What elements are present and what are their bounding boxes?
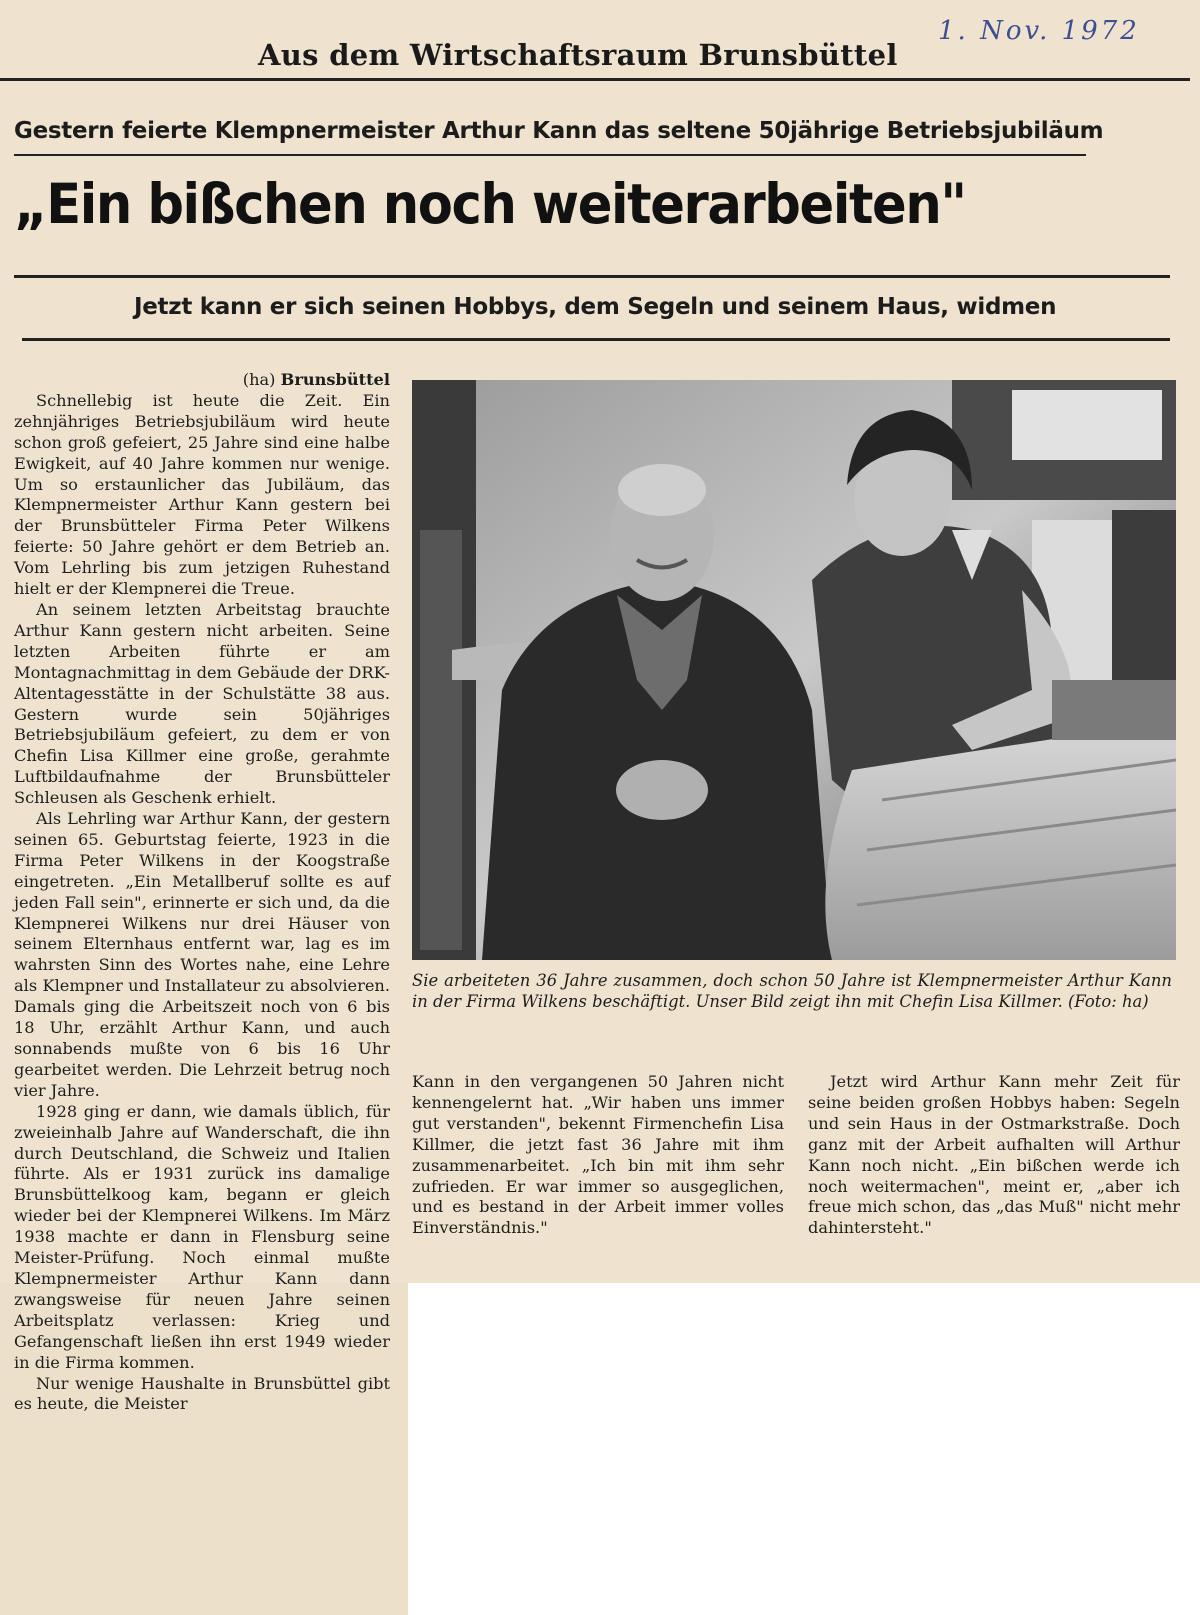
rule-headline — [14, 275, 1170, 278]
rule-subhead — [22, 338, 1170, 341]
news-photo — [412, 380, 1176, 960]
paragraph: 1928 ging er dann, wie damals üblich, für zweieinhalb Jahre auf Wanderschaft, die ihn durch Deutschland, die Schweiz und Italien führte. Als er 1931 zurück ins damalige Brunsbüttelkoog kam, begann er gleich wieder bei der Klempnerei Wilkens. Im März 1938 machte er dann in Flensburg seine Meister-Prüfung. Noch einmal mußte Klempnermeister Arthur Kann dann zwangsweise für neuen Jahre seinen Arbeitsplatz verlassen: Krieg und Gefangenschaft ließen ihn erst 1949 wieder in die Firma kommen. — [14, 1101, 390, 1372]
paragraph: Schnellebig ist heute die Zeit. Ein zehnjähriges Betriebsjubiläum wird heute schon groß gefeiert, 25 Jahre sind eine halbe Ewigkeit, auf 40 Jahre kommen nur wenige. Um so erstaunlicher das Jubiläum, das Klempnermeister Arthur Kann gestern bei der Brunsbütteler Firma Peter Wilkens feierte: 50 Jahre gehört er dem Betrieb an. Vom Lehrling bis zum jetzigen Ruhestand hielt er der Klempnerei die Treue. — [14, 390, 390, 599]
article-column-3 — [808, 1072, 1180, 1239]
article-column-1 — [14, 370, 390, 1415]
rule-kicker — [14, 154, 1086, 156]
article-column-2 — [412, 1072, 784, 1239]
paragraph: An seinem letzten Arbeitstag brauchte Arthur Kann gestern nicht arbeiten. Seine letzten Arbeiten führte er am Montagnachmittag in dem Gebäude der DRK-Altentagesstätte in der Schulstätte 38 aus. Gestern wurde sein 50jähriges Betriebsjubiläum gefeiert, zu dem er von Chefin Lisa Killmer eine große, gerahmte Luftbildaufnahme der Brunsbütteler Schleusen als Geschenk erhielt. — [14, 599, 390, 808]
subhead: Jetzt kann er sich seinen Hobbys, dem Segeln und seinem Haus, widmen — [134, 294, 1057, 320]
kicker: Gestern feierte Klempnermeister Arthur Kann das seltene 50jährige Betriebsjubiläum — [14, 118, 1104, 144]
headline: „Ein bißchen noch weiterarbeiten" — [14, 172, 966, 236]
photo-illustration — [412, 380, 1176, 960]
paragraph: Als Lehrling war Arthur Kann, der gestern seinen 65. Geburtstag feierte, 1923 in die Firma Peter Wilkens in der Koogstraße eingetreten. „Ein Metallberuf sollte es auf jeden Fall sein", erinnerte er sich und, da die Klempnerei Wilkens nur drei Häuser von seinem Elternhaus entfernt war, lag es im wahrsten Sinn des Wortes nahe, eine Lehre als Klempner und Installateur zu absolvieren. Damals ging die Arbeitszeit noch von 6 bis 18 Uhr, erzählt Arthur Kann, und auch sonnabends mußte von 6 bis 16 Uhr gearbeitet werden. Die Lehrzeit betrug noch vier Jahre. — [14, 809, 390, 1100]
rule-top — [0, 78, 1190, 81]
dateline — [14, 370, 390, 391]
paragraph: Nur wenige Haushalte in Brunsbüttel gibt es heute, die Meister — [14, 1373, 390, 1414]
section-title: Aus dem Wirtschaftsraum Brunsbüttel — [258, 38, 898, 72]
handwritten-date: 1. Nov. 1972 — [938, 16, 1140, 46]
paragraph: Kann in den vergangenen 50 Jahren nicht kennengelernt hat. „Wir haben uns immer gut verstanden", bekennt Firmenchefin Lisa Killmer, die jetzt fast 36 Jahre mit ihm zusammenarbeitet. „Ich bin mit ihm sehr zufrieden. Er war immer so ausgeglichen, und es bestand in der Arbeit immer volles Einverständnis." — [412, 1072, 784, 1238]
paragraph: Jetzt wird Arthur Kann mehr Zeit für seine beiden großen Hobbys haben: Segeln und sein Haus in der Ostmarkstraße. Doch ganz mit der Arbeit aufhalten will Arthur Kann noch nicht. „Ein bißchen werde ich noch weitermachen", meint er, „aber ich freue mich schon, das „das Muß" nicht mehr dahintersteht." — [808, 1072, 1180, 1238]
dateline-place: Brunsbüttel — [280, 370, 390, 389]
photo-caption: Sie arbeiteten 36 Jahre zusammen, doch schon 50 Jahre ist Klempnermeister Arthur Kann in der Firma Wilkens beschäftigt. Unser Bild zeigt ihn mit Chefin Lisa Killmer. (Foto: ha) — [412, 971, 1172, 1011]
dateline-author: (ha) — [242, 370, 276, 389]
